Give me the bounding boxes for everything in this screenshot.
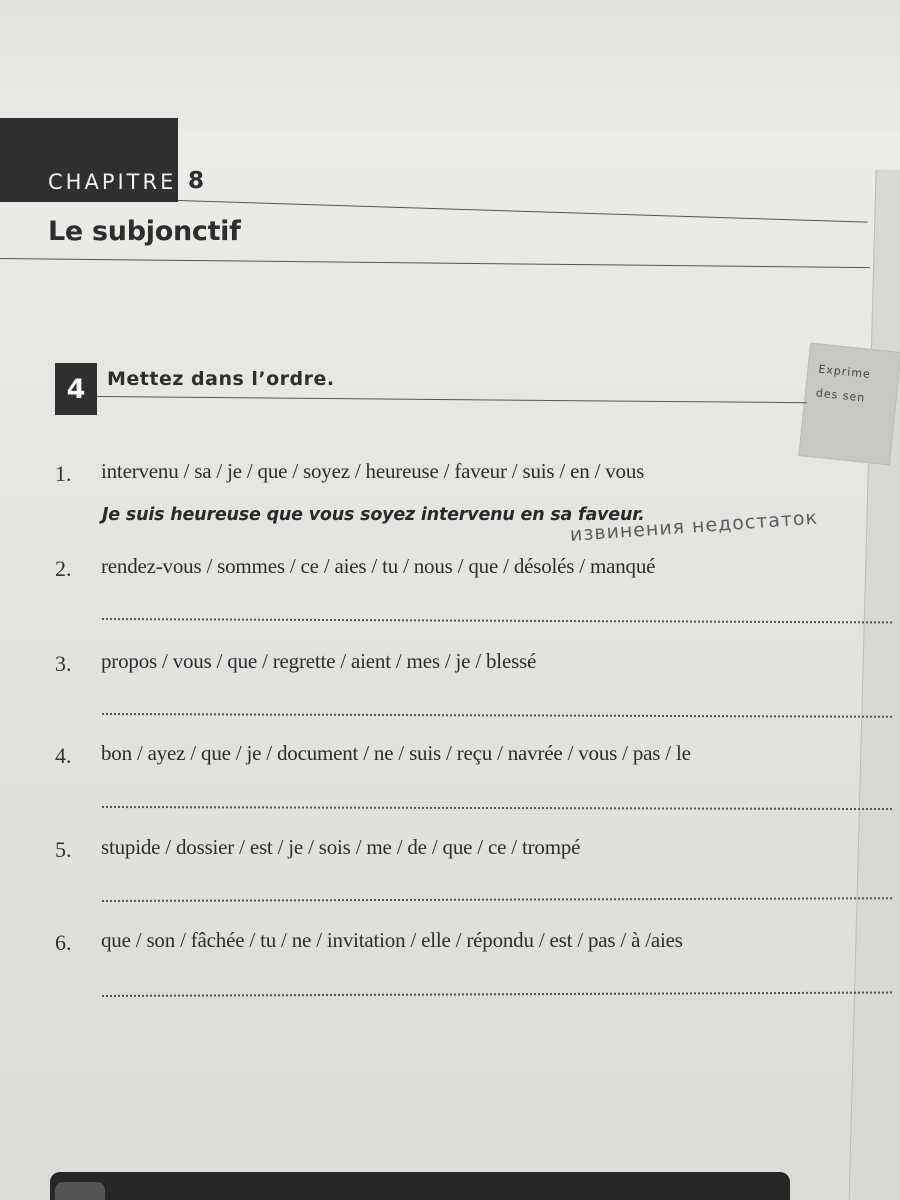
chapter-number: 8 [188,168,205,194]
example-answer: Je suis heureuse que vous soyez intervenu en sa faveur. [102,505,645,525]
item-words: intervenu / sa / je / que / soyez / heureuse / faveur / suis / en / vous [101,459,645,483]
answer-line[interactable] [102,806,892,810]
chapter-rule [178,200,868,223]
item-words: propos / vous / que / regrette / aient / mes / je / blessé [101,649,537,673]
item-number: 4. [55,743,72,768]
side-tab [799,344,900,465]
handwritten-note: извинения недостаток [569,506,819,546]
facing-page-edge [848,169,900,1200]
answer-line[interactable] [102,713,892,718]
item-words: stupide / dossier / est / je / sois / me / de / que / ce / trompé [101,835,581,859]
answer-line[interactable] [102,992,892,997]
exercise-rule [97,396,807,403]
page-title: Le subjonctif [48,216,241,247]
answer-line[interactable] [102,897,892,902]
item-number: 6. [55,930,72,955]
footer-tab [55,1182,105,1200]
side-tab-line-1: Exprime [817,362,872,381]
item-number: 3. [55,651,72,676]
title-rule [0,258,870,268]
exercise-number-badge: 4 [55,363,97,415]
item-number: 2. [55,556,72,581]
item-words: bon / ayez / que / je / document / ne / suis / reçu / navrée / vous / pas / le [101,741,691,765]
item-number: 5. [55,837,72,862]
chapter-label: CHAPITRE [48,170,177,194]
page-top-shadow [0,0,900,130]
item-number: 1. [55,461,72,486]
answer-line[interactable] [102,618,892,623]
item-words: rendez-vous / sommes / ce / aies / tu / nous / que / désolés / manqué [101,554,656,578]
item-words: que / son / fâchée / tu / ne / invitation / elle / répondu / est / pas / à /aies [101,928,683,952]
exercise-title: Mettez dans l’ordre. [107,368,335,390]
side-tab-line-2: des sen [815,386,866,405]
footer-band [50,1172,790,1200]
